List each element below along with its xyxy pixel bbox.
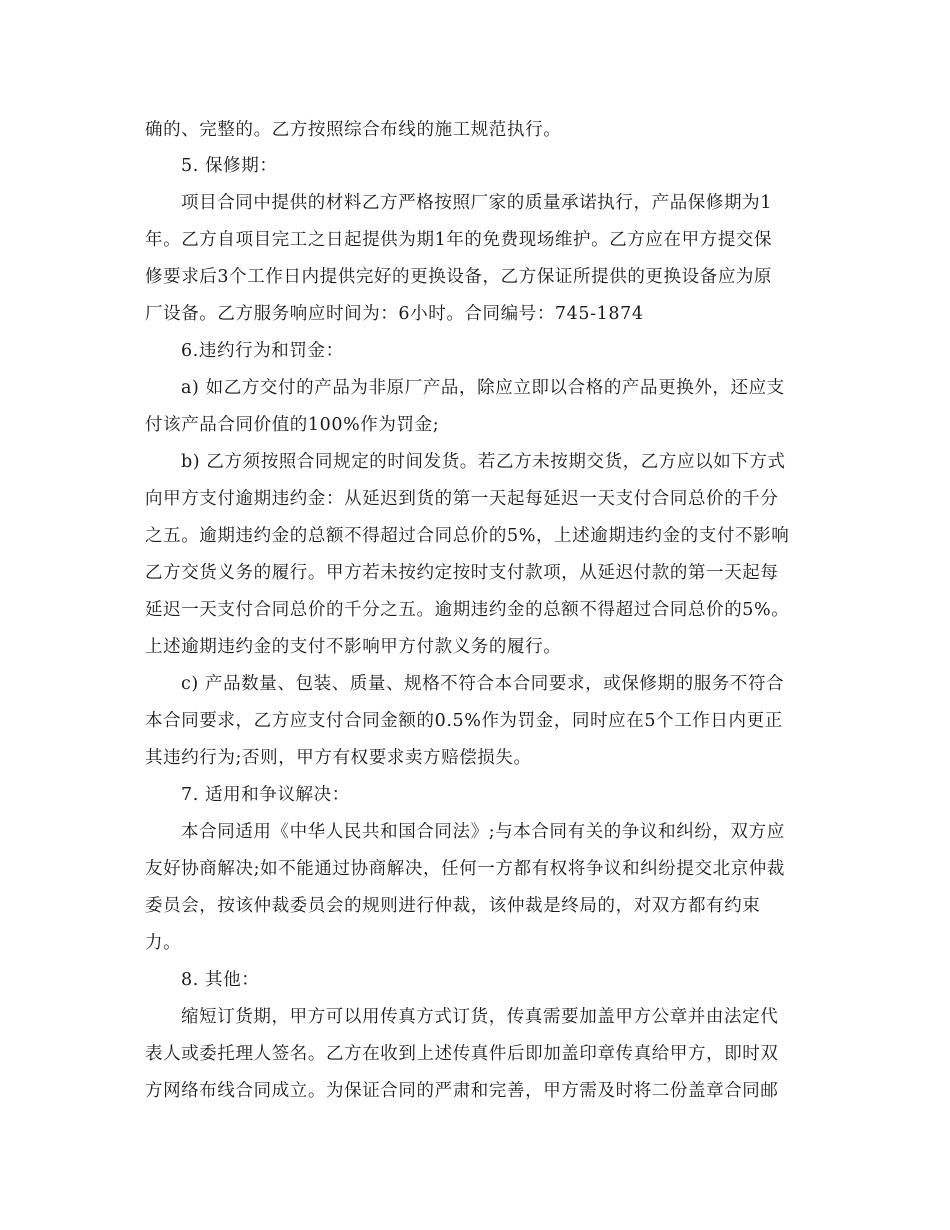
paragraph-line: 缩短订货期，甲方可以用传真方式订货，传真需要加盖甲方公章并由法定代 xyxy=(181,1007,779,1027)
paragraph-line: c) 产品数量、包装、质量、规格不符合本合同要求，或保修期的服务不符合 xyxy=(181,674,785,694)
paragraph-line: 厂设备。乙方服务响应时间为：6小时。合同编号：745-1874 xyxy=(145,304,644,324)
paragraph-line: 之五。逾期违约金的总额不得超过合同总价的5%，上述逾期违约金的支付不影响 xyxy=(145,526,790,546)
paragraph-line: 本合同要求，乙方应支付合同金额的0.5%作为罚金，同时应在5个工作日内更正 xyxy=(145,711,783,731)
paragraph-line: a) 如乙方交付的产品为非原厂产品，除应立即以合格的产品更换外，还应支 xyxy=(181,378,785,398)
paragraph-line: 其违约行为;否则，甲方有权要求卖方赔偿损失。 xyxy=(145,748,532,768)
paragraph-line: 付该产品合同价值的100%作为罚金; xyxy=(145,415,440,435)
paragraph-line: 力。 xyxy=(145,933,182,953)
section-heading-dispute: 7. 适用和争议解决： xyxy=(181,785,350,805)
section-heading-warranty: 5. 保修期： xyxy=(181,156,278,176)
paragraph-line: 方网络布线合同成立。为保证合同的严肃和完善，甲方需及时将二份盖章合同邮 xyxy=(145,1081,779,1101)
paragraph-line: 确的、完整的。乙方按照综合布线的施工规范执行。 xyxy=(145,120,562,140)
section-heading-other: 8. 其他： xyxy=(181,970,260,990)
paragraph-line: 乙方交货义务的履行。甲方若未按约定按时支付款项，从延迟付款的第一天起每 xyxy=(145,563,779,583)
paragraph-line: 表人或委托理人签名。乙方在收到上述传真件后即加盖印章传真给甲方，即时双 xyxy=(145,1044,779,1064)
paragraph-line: 年。乙方自项目完工之日起提供为期1年的免费现场维护。乙方应在甲方提交保 xyxy=(145,230,773,250)
paragraph-line: 本合同适用《中华人民共和国合同法》;与本合同有关的争议和纠纷，双方应 xyxy=(181,822,785,842)
paragraph-line: 向甲方支付逾期违约金：从延迟到货的第一天起每延迟一天支付合同总价的千分 xyxy=(145,489,779,509)
paragraph-line: 修要求后3个工作日内提供完好的更换设备，乙方保证所提供的更换设备应为原 xyxy=(145,267,773,287)
paragraph-line: 友好协商解决;如不能通过协商解决，任何一方都有权将争议和纠纷提交北京仲裁 xyxy=(145,859,785,879)
paragraph-line: 延迟一天支付合同总价的千分之五。逾期违约金的总额不得超过合同总价的5%。 xyxy=(145,600,790,620)
paragraph-line: 上述逾期违约金的支付不影响甲方付款义务的履行。 xyxy=(145,637,562,657)
section-heading-penalties: 6.违约行为和罚金： xyxy=(181,341,344,361)
paragraph-line: 委员会，按该仲裁委员会的规则进行仲裁，该仲裁是终局的，对双方都有约束 xyxy=(145,896,761,916)
paragraph-line: b) 乙方须按照合同规定的时间发货。若乙方未按期交货，乙方应以如下方式 xyxy=(181,452,786,472)
paragraph-line: 项目合同中提供的材料乙方严格按照厂家的质量承诺执行，产品保修期为1 xyxy=(181,193,772,213)
